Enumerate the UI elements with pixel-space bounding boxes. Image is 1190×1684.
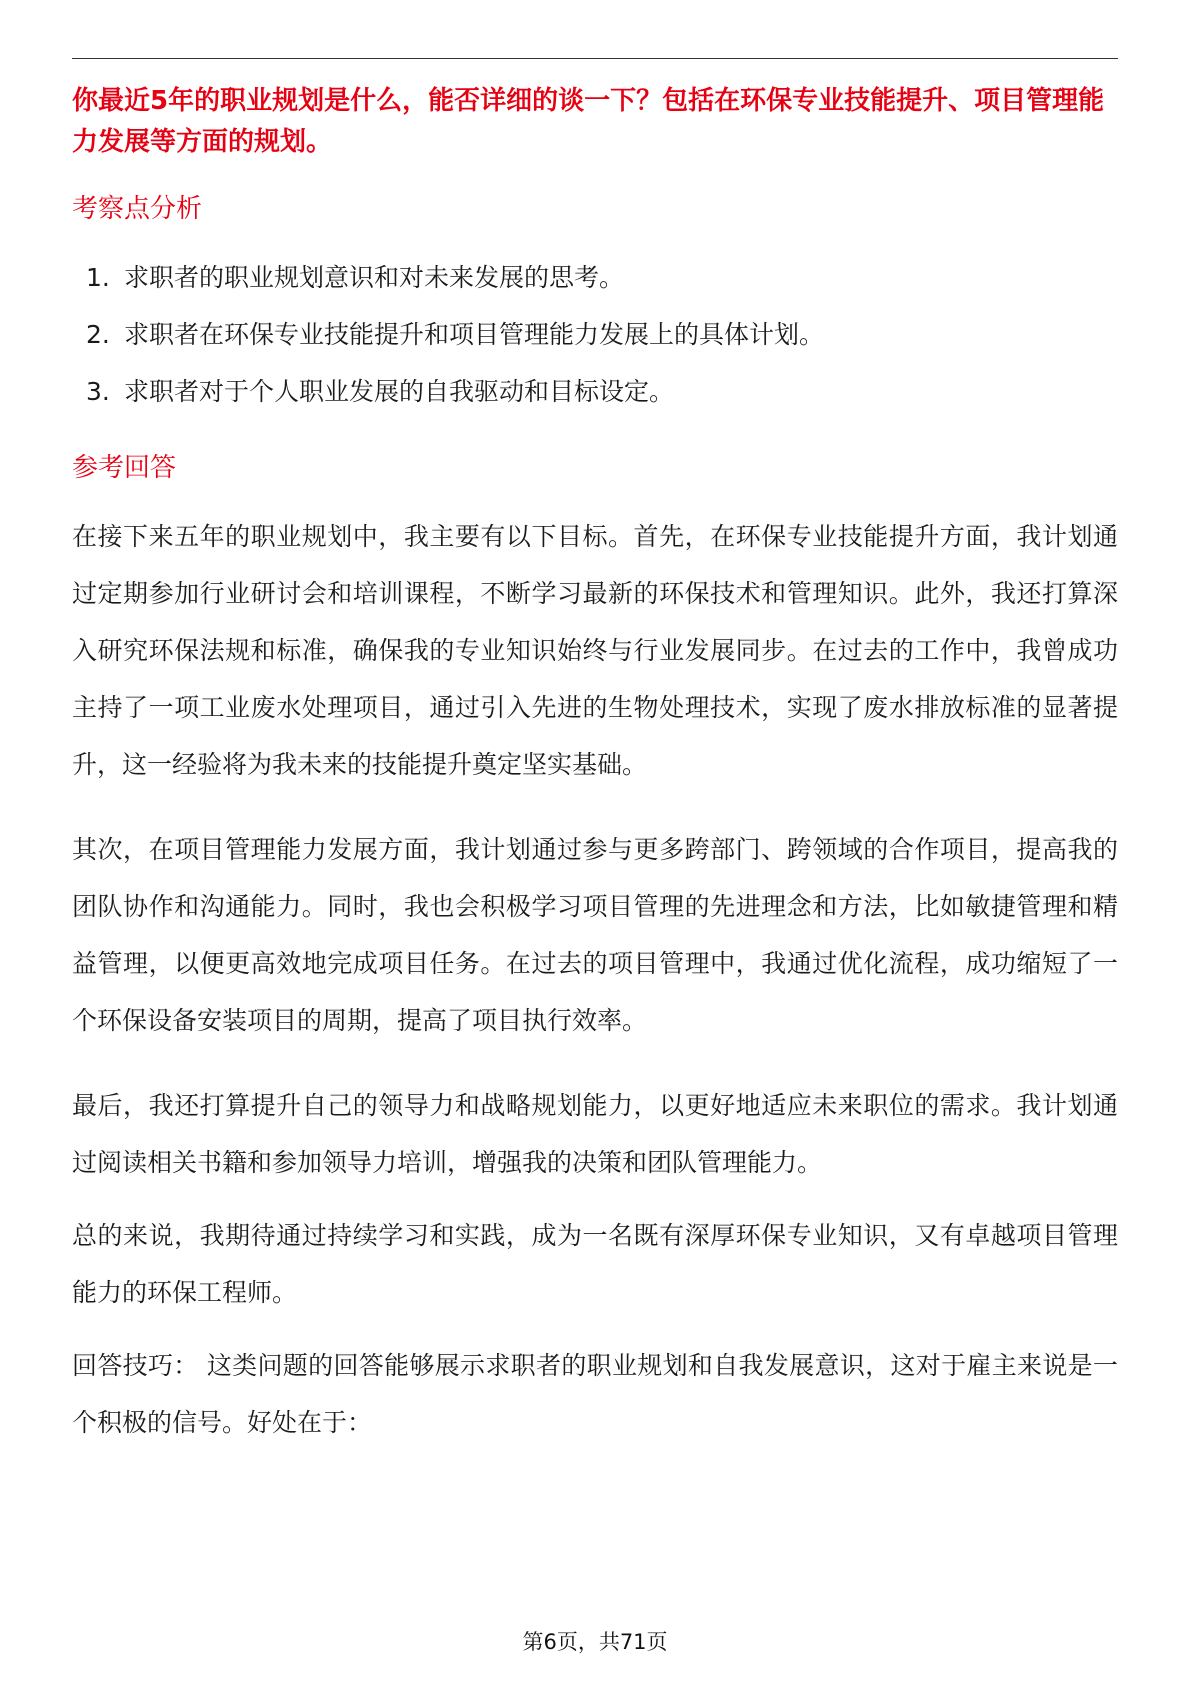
list-item-number: 2. [86,320,110,349]
list-item-number: 1. [86,263,110,292]
list-item [86,363,1118,420]
list-item [86,306,1118,363]
page-number-footer: 第6页，共71页 [522,1630,668,1654]
document-page [72,58,1118,1479]
list-item [86,249,1118,306]
list-item-number: 3. [86,377,110,406]
list-item-text: 求职者对于个人职业发展的自我驱动和目标设定。 [124,377,675,406]
analysis-points-list [72,249,1118,420]
question-heading: 你最近5年的职业规划是什么，能否详细的谈一下？包括在环保专业技能提升、项目管理能力发展等方面的规划。 [72,86,1105,157]
answer-paragraph: 最后，我还打算提升自己的领导力和战略规划能力，以更好地适应未来职位的需求。我计划通过阅读相关书籍和参加领导力培训，增强我的决策和团队管理能力。 [72,1091,1118,1177]
answer-paragraph: 在接下来五年的职业规划中，我主要有以下目标。首先，在环保专业技能提升方面，我计划通过定期参加行业研讨会和培训课程，不断学习最新的环保技术和管理知识。此外，我还打算深入研究环保法规和标准，确保我的专业知识始终与行业发展同步。在过去的工作中，我曾成功主持了一项工业废水处理项目，通过引入先进的生物处理技术，实现了废水排放标准的显著提升，这一经验将为我未来的技能提升奠定坚实基础。 [72,522,1118,779]
answer-paragraph: 总的来说，我期待通过持续学习和实践，成为一名既有深厚环保专业知识，又有卓越项目管理能力的环保工程师。 [72,1221,1118,1307]
list-item-text: 求职者在环保专业技能提升和项目管理能力发展上的具体计划。 [124,320,825,349]
top-divider [72,58,1118,59]
answer-heading: 参考回答 [72,453,177,483]
answer-paragraph: 其次，在项目管理能力发展方面，我计划通过参与更多跨部门、跨领域的合作项目，提高我的团队协作和沟通能力。同时，我也会积极学习项目管理的先进理念和方法，比如敏捷管理和精益管理，以便更高效地完成项目任务。在过去的项目管理中，我通过优化流程，成功缩短了一个环保设备安装项目的周期，提高了项目执行效率。 [72,835,1118,1035]
answer-tips-paragraph: 回答技巧： 这类问题的回答能够展示求职者的职业规划和自我发展意识，这对于雇主来说是一个积极的信号。好处在于： [72,1351,1118,1437]
list-item-text: 求职者的职业规划意识和对未来发展的思考。 [124,263,625,292]
analysis-heading: 考察点分析 [72,194,203,224]
